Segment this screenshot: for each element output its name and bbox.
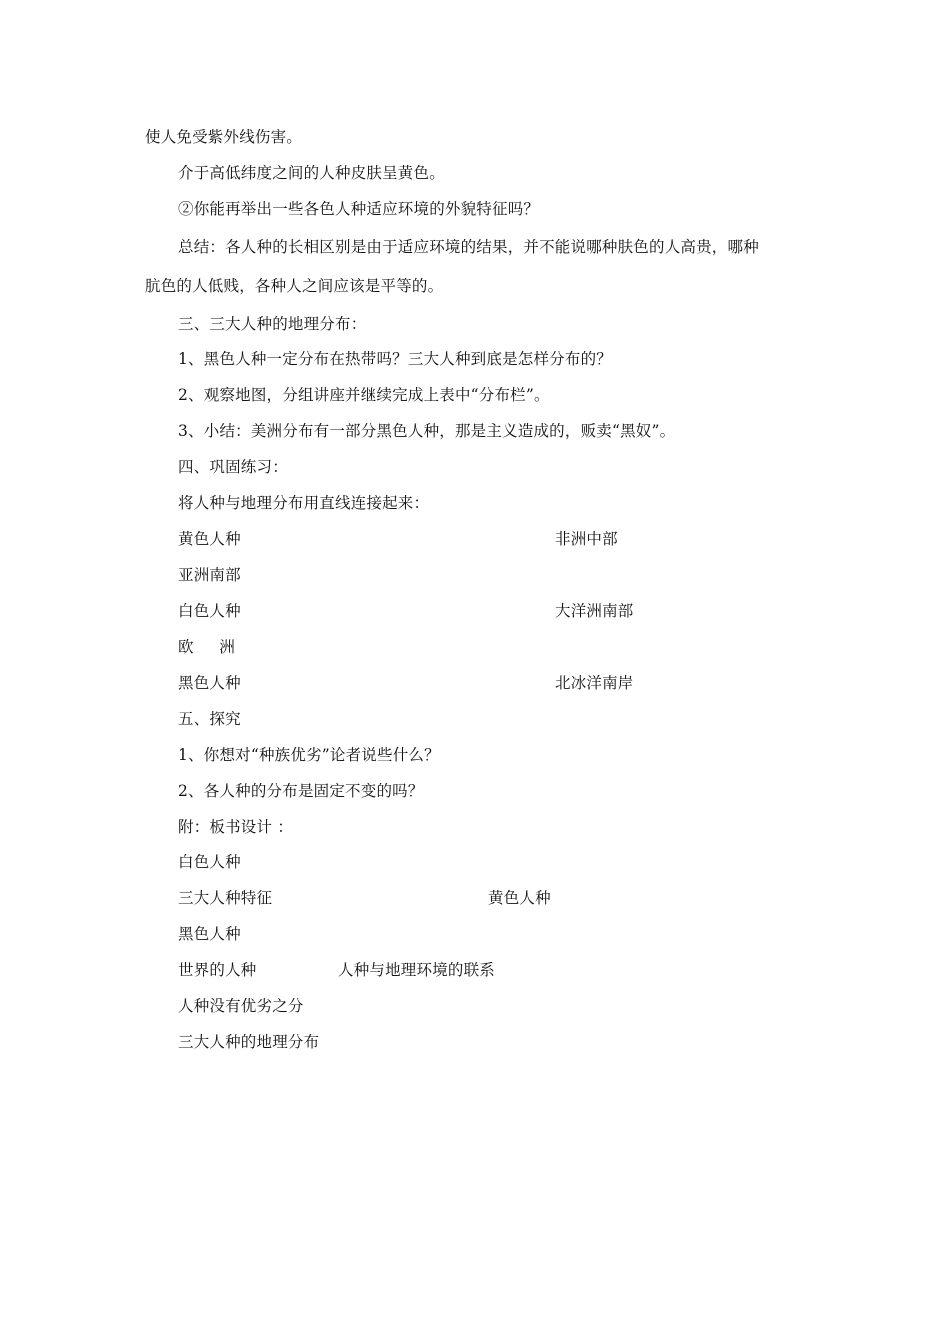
matching-left-item: 白色人种 bbox=[178, 602, 241, 620]
paragraph-line: ②你能再举出一些各色人种适应环境的外貌特征吗？ bbox=[178, 200, 540, 218]
question-line: 1、你想对“种族优劣”论者说些什么？ bbox=[178, 746, 440, 764]
appendix-heading: 附：板书设计 ： bbox=[178, 818, 294, 836]
paragraph-line: 肮色的人低贱，各种人之间应该是平等的。 bbox=[145, 277, 444, 295]
paragraph-line: 使人免受紫外线伤害。 bbox=[145, 128, 303, 146]
board-item: 三大人种的地理分布 bbox=[178, 1033, 320, 1051]
board-item: 世界的人种 bbox=[178, 961, 257, 979]
summary-line: 3、小结：美洲分布有一部分黑色人种，那是主义造成的，贩卖“黑奴”。 bbox=[178, 422, 676, 440]
board-item: 人种与地理环境的联系 bbox=[338, 961, 496, 979]
matching-right-item: 亚洲南部 bbox=[178, 566, 241, 584]
question-line: 2、观察地图，分组讲座并继续完成上表中“分布栏”。 bbox=[178, 386, 550, 404]
board-item: 黑色人种 bbox=[178, 925, 241, 943]
matching-right-item: 北冰洋南岸 bbox=[555, 674, 634, 692]
question-line: 2、各人种的分布是固定不变的吗？ bbox=[178, 782, 424, 800]
section-heading: 四、巩固练习： bbox=[178, 458, 288, 476]
section-heading: 三、三大人种的地理分布： bbox=[178, 315, 367, 333]
board-item: 白色人种 bbox=[178, 853, 241, 871]
board-item: 人种没有优劣之分 bbox=[178, 997, 304, 1015]
exercise-intro: 将人种与地理分布用直线连接起来： bbox=[178, 494, 430, 512]
matching-right-item: 大洋洲南部 bbox=[555, 602, 634, 620]
matching-left-item: 黑色人种 bbox=[178, 674, 241, 692]
board-item: 黄色人种 bbox=[488, 889, 551, 907]
board-item: 三大人种特征 bbox=[178, 889, 273, 907]
matching-left-item: 黄色人种 bbox=[178, 530, 241, 548]
question-line: 1、黑色人种一定分布在热带吗？三大人种到底是怎样分布的？ bbox=[178, 350, 612, 368]
section-heading: 五、探究 bbox=[178, 710, 241, 728]
matching-right-item: 欧 洲 bbox=[178, 638, 237, 656]
paragraph-line: 介于高低纬度之间的人种皮肤呈黄色。 bbox=[178, 164, 445, 182]
matching-right-item: 非洲中部 bbox=[555, 530, 618, 548]
paragraph-line: 总结：各人种的长相区别是由于适应环境的结果，并不能说哪种肤色的人高贵，哪种 bbox=[178, 238, 759, 256]
